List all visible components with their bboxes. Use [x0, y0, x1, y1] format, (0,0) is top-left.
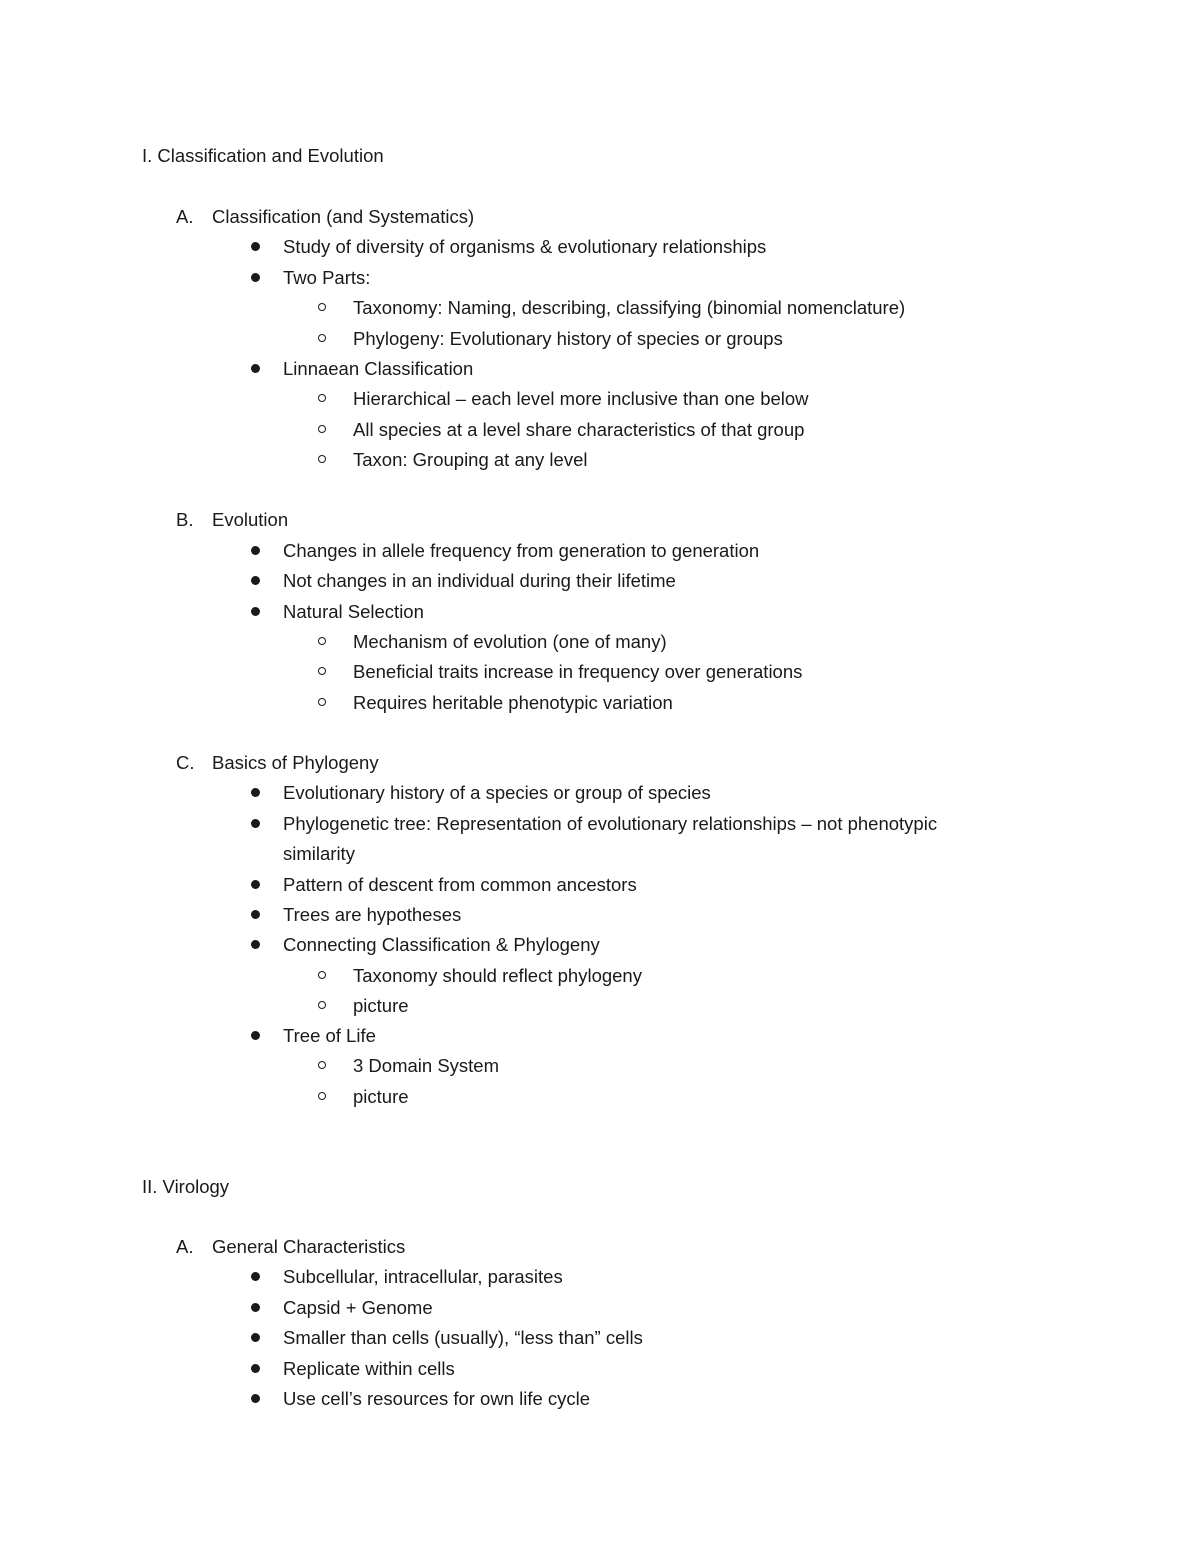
sub-list-item: Requires heritable phenotypic variation	[353, 692, 673, 713]
circle-bullet-icon	[318, 971, 326, 979]
circle-bullet-icon	[318, 1092, 326, 1100]
sub-list-item: picture	[353, 1086, 409, 1107]
bullet-icon	[251, 1394, 260, 1403]
list-item: Two Parts:	[283, 267, 371, 288]
bullet-icon	[251, 242, 260, 251]
sub-list-item: Taxon: Grouping at any level	[353, 449, 588, 470]
list-item: Evolutionary history of a species or group of species	[283, 782, 711, 803]
bullet-icon	[251, 546, 260, 555]
circle-bullet-icon	[318, 425, 326, 433]
sub-list-item: Phylogeny: Evolutionary history of species or groups	[353, 328, 783, 349]
circle-bullet-icon	[318, 455, 326, 463]
bullet-icon	[251, 910, 260, 919]
sub-list-item: Taxonomy should reflect phylogeny	[353, 965, 642, 986]
bullet-icon	[251, 1303, 260, 1312]
bullet-icon	[251, 1272, 260, 1281]
list-item: Smaller than cells (usually), “less than” cells	[283, 1327, 643, 1348]
circle-bullet-icon	[318, 667, 326, 675]
circle-bullet-icon	[318, 637, 326, 645]
list-item: Phylogenetic tree: Representation of evolutionary relationships – not phenotypic	[283, 813, 938, 834]
list-item: Linnaean Classification	[283, 358, 474, 379]
sub-list-item: picture	[353, 995, 409, 1016]
circle-bullet-icon	[318, 334, 326, 342]
list-item: Tree of Life	[283, 1025, 376, 1046]
bullet-icon	[251, 1031, 260, 1040]
bullet-icon	[251, 576, 260, 585]
list-item: Use cell’s resources for own life cycle	[283, 1388, 591, 1409]
bullet-icon	[251, 940, 260, 949]
list-item-continuation: similarity	[283, 843, 355, 864]
list-item: Study of diversity of organisms & evolutionary relationships	[283, 236, 767, 257]
section-heading: II. Virology	[142, 1176, 230, 1197]
bullet-icon	[251, 788, 260, 797]
sub-list-item: Taxonomy: Naming, describing, classifying (binomial nomenclature)	[353, 297, 906, 318]
list-item: Replicate within cells	[283, 1358, 455, 1379]
bullet-icon	[251, 273, 260, 282]
list-item: Natural Selection	[283, 601, 424, 622]
subsection-letter: B.	[176, 509, 194, 530]
bullet-icon	[251, 880, 260, 889]
sub-list-item: 3 Domain System	[353, 1055, 499, 1076]
circle-bullet-icon	[318, 698, 326, 706]
list-item: Subcellular, intracellular, parasites	[283, 1266, 563, 1287]
subsection-title: Classification (and Systematics)	[212, 206, 475, 227]
list-item: Changes in allele frequency from generation to generation	[283, 540, 760, 561]
section-heading: I. Classification and Evolution	[142, 145, 384, 166]
list-item: Pattern of descent from common ancestors	[283, 874, 637, 895]
subsection-title: General Characteristics	[212, 1236, 406, 1257]
circle-bullet-icon	[318, 1061, 326, 1069]
circle-bullet-icon	[318, 303, 326, 311]
list-item: Not changes in an individual during their lifetime	[283, 570, 676, 591]
subsection-title: Basics of Phylogeny	[212, 752, 379, 773]
subsection-title: Evolution	[212, 509, 289, 530]
subsection-letter: A.	[176, 1236, 194, 1257]
sub-list-item: Mechanism of evolution (one of many)	[353, 631, 667, 652]
list-item: Connecting Classification & Phylogeny	[283, 934, 600, 955]
sub-list-item: Hierarchical – each level more inclusive than one below	[353, 388, 809, 409]
list-item: Trees are hypotheses	[283, 904, 462, 925]
bullet-icon	[251, 364, 260, 373]
bullet-icon	[251, 607, 260, 616]
sub-list-item: All species at a level share characteristics of that group	[353, 419, 805, 440]
circle-bullet-icon	[318, 1001, 326, 1009]
bullet-icon	[251, 1333, 260, 1342]
circle-bullet-icon	[318, 394, 326, 402]
subsection-letter: C.	[176, 752, 195, 773]
sub-list-item: Beneficial traits increase in frequency over generations	[353, 661, 803, 682]
bullet-icon	[251, 1364, 260, 1373]
bullet-icon	[251, 819, 260, 828]
list-item: Capsid + Genome	[283, 1297, 433, 1318]
subsection-letter: A.	[176, 206, 194, 227]
